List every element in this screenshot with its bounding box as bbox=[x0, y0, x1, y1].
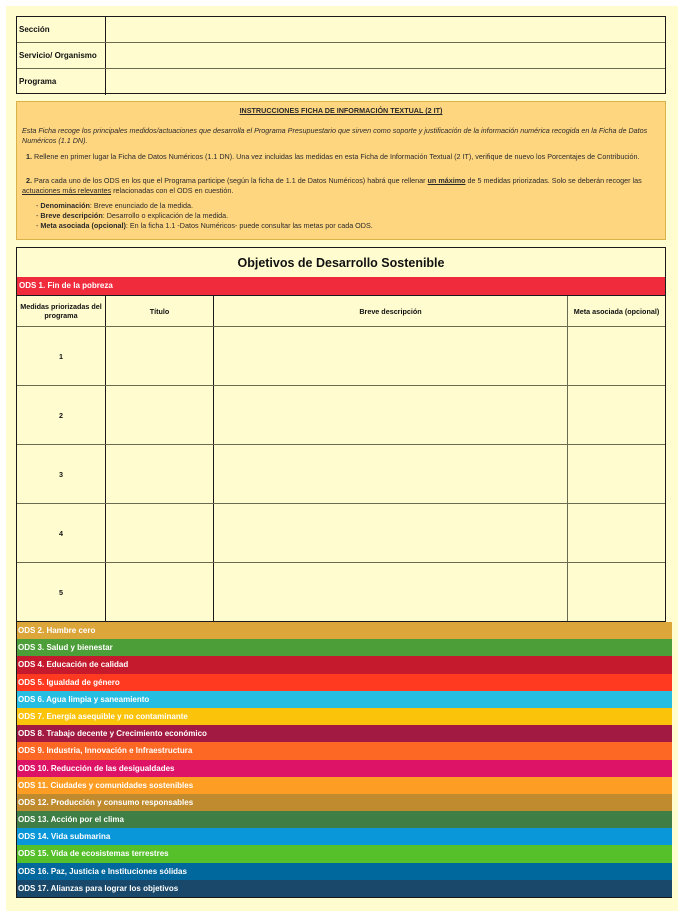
ods-5-bar[interactable]: ODS 5. Igualdad de género bbox=[16, 674, 672, 691]
step-2-text-b: de 5 medidas priorizadas. Solo se deberán recoger las bbox=[465, 176, 642, 185]
descripcion-cell[interactable] bbox=[214, 504, 568, 562]
row-number: 1 bbox=[17, 327, 106, 385]
table-row bbox=[17, 563, 665, 621]
instructions-step-1 bbox=[22, 152, 659, 162]
ods-12-bar[interactable]: ODS 12. Producción y consumo responsables bbox=[16, 794, 672, 811]
titulo-cell[interactable] bbox=[106, 327, 214, 385]
ods-4-bar[interactable]: ODS 4. Educación de calidad bbox=[16, 656, 672, 673]
programa-field[interactable] bbox=[106, 69, 665, 95]
meta-cell[interactable] bbox=[568, 504, 665, 562]
meta-cell[interactable] bbox=[568, 327, 665, 385]
ods-3-bar[interactable]: ODS 3. Salud y bienestar bbox=[16, 639, 672, 656]
ods-7-bar[interactable]: ODS 7. Energía asequible y no contaminante bbox=[16, 708, 672, 725]
bullet-breve-descripcion: - Breve descripción: Desarrollo o explicación de la medida. bbox=[36, 211, 229, 220]
titulo-cell[interactable] bbox=[106, 563, 214, 621]
step-2-text-c: relacionadas con el ODS en cuestión. bbox=[111, 186, 234, 195]
step-2-emphasis-actuaciones: actuaciones más relevantes bbox=[22, 186, 112, 195]
descripcion-cell[interactable] bbox=[214, 563, 568, 621]
ods-14-bar[interactable]: ODS 14. Vida submarina bbox=[16, 828, 672, 845]
row-number: 4 bbox=[17, 504, 106, 562]
ods-table-body bbox=[17, 327, 665, 621]
servicio-organismo-field[interactable] bbox=[106, 43, 665, 68]
step-2-number: 2. bbox=[26, 176, 32, 185]
meta-cell[interactable] bbox=[568, 445, 665, 503]
ods-13-bar[interactable]: ODS 13. Acción por el clima bbox=[16, 811, 672, 828]
column-headers bbox=[17, 295, 665, 327]
ods-9-bar[interactable]: ODS 9. Industria, Innovación e Infraestructura bbox=[16, 742, 672, 759]
ods-table-title: Objetivos de Desarrollo Sostenible bbox=[17, 248, 665, 278]
meta-cell[interactable] bbox=[568, 386, 665, 444]
ods-6-bar[interactable]: ODS 6. Agua limpia y saneamiento bbox=[16, 691, 672, 708]
table-row bbox=[17, 386, 665, 445]
table-row bbox=[17, 504, 665, 563]
titulo-cell[interactable] bbox=[106, 445, 214, 503]
step-1-text: Rellene en primer lugar la Ficha de Datos Numéricos (1.1 DN). Una vez incluidas las medidas en esta Ficha de Información Textual (2 IT), verifique de nuevo los Porcentajes de Contribución. bbox=[34, 152, 640, 161]
programa-label: Programa bbox=[17, 69, 106, 95]
row-number: 3 bbox=[17, 445, 106, 503]
step-1-number: 1. bbox=[26, 152, 32, 161]
ods-10-bar[interactable]: ODS 10. Reducción de las desigualdades bbox=[16, 760, 672, 777]
instructions-step-2 bbox=[22, 176, 659, 196]
seccion-label: Sección bbox=[17, 17, 106, 42]
titulo-cell[interactable] bbox=[106, 386, 214, 444]
row-number: 5 bbox=[17, 563, 106, 621]
bullet-text: : Desarrollo o explicación de la medida. bbox=[102, 211, 229, 220]
titulo-cell[interactable] bbox=[106, 504, 214, 562]
ods-16-bar[interactable]: ODS 16. Paz, Justicia e Instituciones sólidas bbox=[16, 863, 672, 880]
bullet-term: Meta asociada (opcional) bbox=[40, 221, 126, 230]
header-row-servicio bbox=[17, 43, 665, 69]
col-meta-asociada: Meta asociada (opcional) bbox=[573, 306, 660, 316]
step-2-emphasis-maximo: un máximo bbox=[427, 176, 466, 185]
table-row bbox=[17, 445, 665, 504]
ods-1-header: ODS 1. Fin de la pobreza bbox=[17, 277, 665, 295]
descripcion-cell[interactable] bbox=[214, 445, 568, 503]
step-2-text-a: Para cada uno de los ODS en los que el Programa participe (según la ficha de 1.1 de Datos Numéricos) habrá que rellenar bbox=[34, 176, 428, 185]
descripcion-cell[interactable] bbox=[214, 386, 568, 444]
header-row-seccion bbox=[17, 17, 665, 43]
seccion-field[interactable] bbox=[106, 17, 665, 42]
instructions-panel bbox=[16, 101, 666, 240]
ods-table bbox=[16, 247, 666, 622]
instructions-intro: Esta Ficha recoge los principales medidos/actuaciones que desarrolla el Programa Presupuestario que sirven como soporte y justificación de la información numérica recogida en la Ficha de Datos Numéricos (1.1 DN). bbox=[22, 126, 648, 145]
descripcion-cell[interactable] bbox=[214, 327, 568, 385]
col-medidas-priorizadas: Medidas priorizadas del programa bbox=[17, 296, 106, 326]
ods-8-bar[interactable]: ODS 8. Trabajo decente y Crecimiento económico bbox=[16, 725, 672, 742]
ods-15-bar[interactable]: ODS 15. Vida de ecosistemas terrestres bbox=[16, 845, 672, 862]
ods-11-bar[interactable]: ODS 11. Ciudades y comunidades sostenibles bbox=[16, 777, 672, 794]
bullet-denominacion: - Denominación: Breve enunciado de la medida. bbox=[36, 201, 194, 210]
bullet-term: Breve descripción bbox=[40, 211, 103, 220]
instructions-title: INSTRUCCIONES FICHA DE INFORMACIÓN TEXTUAL (2 IT) bbox=[239, 106, 443, 115]
col-breve-descripcion: Breve descripción bbox=[214, 296, 568, 326]
row-number: 2 bbox=[17, 386, 106, 444]
header-table bbox=[16, 16, 666, 94]
bullet-text: : Breve enunciado de la medida. bbox=[89, 201, 194, 210]
ods-2-bar[interactable]: ODS 2. Hambre cero bbox=[16, 622, 672, 639]
bullet-term: Denominación bbox=[40, 201, 90, 210]
ods-list bbox=[16, 622, 672, 897]
col-titulo: Título bbox=[106, 296, 214, 326]
meta-cell[interactable] bbox=[568, 563, 665, 621]
table-row bbox=[17, 327, 665, 386]
ods-17-bar[interactable]: ODS 17. Alianzas para lograr los objetivos bbox=[16, 880, 672, 897]
header-row-programa bbox=[17, 69, 665, 95]
servicio-organismo-label: Servicio/ Organismo bbox=[17, 43, 106, 68]
bullet-text: : En la ficha 1.1 -Datos Numéricos- puede consultar las metas por cada ODS. bbox=[125, 221, 373, 230]
bullet-meta-asociada: - Meta asociada (opcional): En la ficha 1.1 -Datos Numéricos- puede consultar las metas por cada ODS. bbox=[36, 221, 373, 230]
